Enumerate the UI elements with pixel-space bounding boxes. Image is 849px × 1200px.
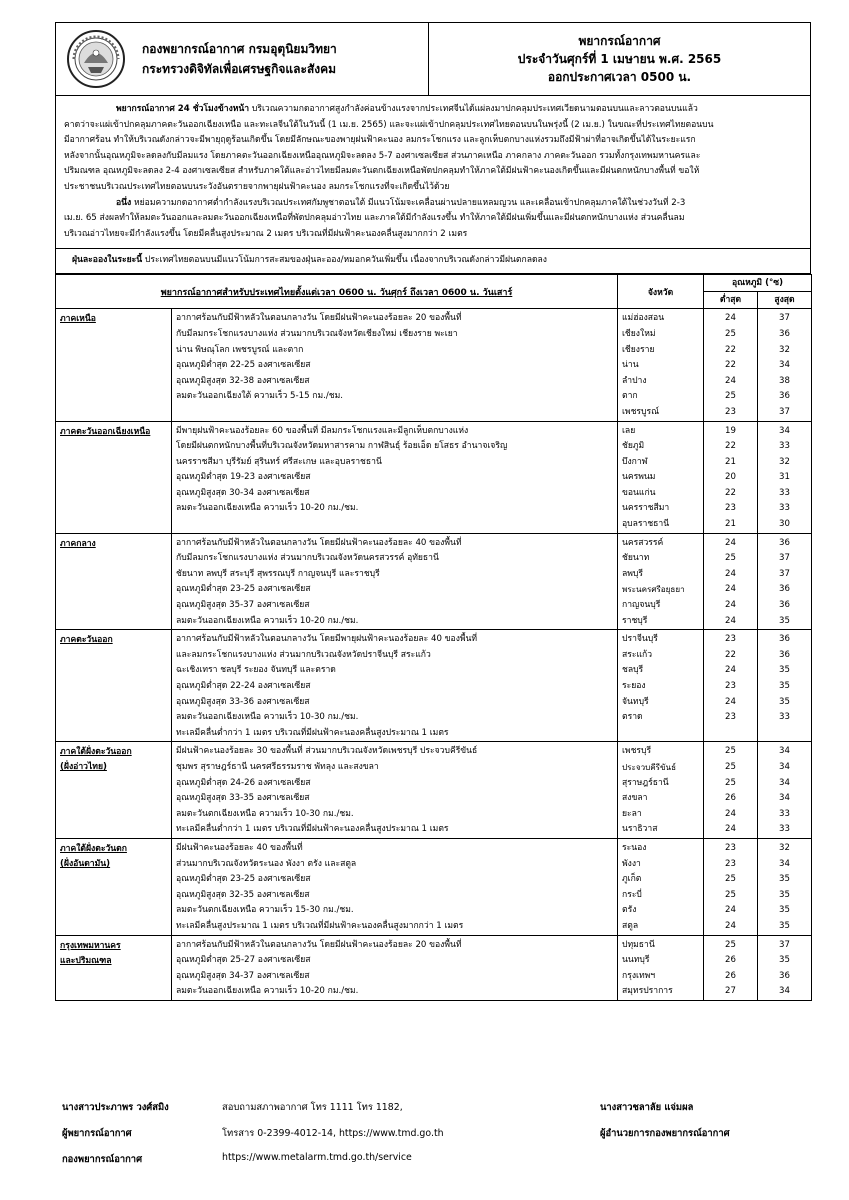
- forecast-table-title: พยากรณ์อากาศสำหรับประเทศไทยตั้งแต่เวลา 0600 น. วันศุกร์ ถึงเวลา 0600 น. วันเสาร์: [56, 275, 618, 309]
- province-list-value: ชลบุรี: [622, 665, 644, 676]
- province-list-value: เพชรบูรณ์: [622, 406, 660, 417]
- department-line-2: กระทรวงดิจิทัลเพื่อเศรษฐกิจและสังคม: [142, 62, 337, 76]
- forecast-line: อุณหภูมิสูงสุด 32-38 องศาเซลเซียส: [176, 375, 310, 386]
- max-temp-value: 33: [779, 487, 790, 498]
- min-temp-value: 25: [725, 939, 736, 950]
- region-row: [56, 838, 812, 935]
- max-temp-value: 33: [779, 712, 790, 723]
- region-name: [56, 630, 172, 742]
- region-forecast: [172, 742, 618, 839]
- max-temp-value: 34: [779, 761, 790, 772]
- max-temp-value: 34: [779, 858, 790, 869]
- min-temp-value: 24: [725, 920, 736, 931]
- region-row: [56, 630, 812, 742]
- dust-lead: ฝุ่นละอองในระยะนี้: [72, 255, 143, 266]
- province-list-value: ยะลา: [622, 808, 642, 819]
- header-left: [56, 23, 429, 95]
- max-temp: [758, 838, 812, 935]
- forecast-line: ฉะเชิงเทรา ชลบุรี ระยอง จันทบุรี และตราด: [176, 665, 336, 676]
- max-temp-value: 32: [779, 842, 790, 853]
- region-name-line: ภาคตะวันออก: [60, 635, 113, 646]
- province-list-value: ตราด: [622, 712, 643, 723]
- max-temp-value: 36: [779, 649, 790, 660]
- max-temp-value: 37: [779, 939, 790, 950]
- max-temp-value: 33: [779, 808, 790, 819]
- max-temp-value: 33: [779, 503, 790, 514]
- min-temp-value: 25: [725, 889, 736, 900]
- forecast-line: มีฝนฟ้าคะนองร้อยละ 30 ของพื้นที่ ส่วนมากบริเวณจังหวัดเพชรบุรี ประจวบคีรีขันธ์: [176, 746, 478, 757]
- province-list-value: ประจวบคีรีขันธ์: [622, 761, 677, 772]
- forecast-line: อุณหภูมิต่ำสุด 23-25 องศาเซลเซียส: [176, 584, 311, 595]
- max-temp-value: 35: [779, 920, 790, 931]
- max-temp-value: 36: [779, 328, 790, 339]
- min-temp-value: 24: [725, 313, 736, 324]
- region-name: [56, 309, 172, 421]
- province-list-value: เพชรบุรี: [622, 746, 652, 757]
- min-temp-value: 23: [725, 842, 736, 853]
- province-list-value: นครราชสีมา: [622, 503, 670, 514]
- max-temp-value: 35: [779, 665, 790, 676]
- forecast-line: ทะเลมีคลื่นต่ำกว่า 1 เมตร บริเวณที่มีฝนฟ้าคะนองคลื่นสูงประมาณ 1 เมตร: [176, 727, 449, 738]
- department-line-1: กองพยากรณ์อากาศ กรมอุตุนิยมวิทยา: [142, 42, 337, 56]
- max-temp-value: 30: [779, 519, 790, 530]
- province-list-value: เลย: [622, 425, 636, 436]
- forecast-line: อุณหภูมิสูงสุด 33-36 องศาเซลเซียส: [176, 696, 310, 707]
- header-right: [429, 23, 810, 95]
- max-temp-value: 33: [779, 441, 790, 452]
- note-lead: อนึ่ง: [116, 197, 132, 208]
- forecast-line: อุณหภูมิสูงสุด 35-37 องศาเซลเซียส: [176, 600, 310, 611]
- forecast-line: อากาศร้อนกับมีฟ้าหลัวในตอนกลางวัน โดยมีพายุฝนฟ้าคะนองร้อยละ 40 ของพื้นที่: [176, 634, 478, 645]
- province-list: [618, 421, 704, 533]
- province-list-value: กระบี่: [622, 889, 642, 900]
- min-temp-value: 21: [725, 456, 736, 467]
- region-name: [56, 533, 172, 630]
- max-temp-value: 31: [779, 472, 790, 483]
- province-list-value: ลำปาง: [622, 375, 647, 386]
- province-list: [618, 533, 704, 630]
- header: [55, 22, 811, 96]
- dust-section: [55, 249, 811, 274]
- min-temp-value: 24: [725, 905, 736, 916]
- forecaster-title: ผู้พยากรณ์อากาศ: [62, 1128, 132, 1139]
- forecast-line: ส่วนมากบริเวณจังหวัดระนอง พังงา ตรัง และสตูล: [176, 858, 357, 869]
- province-list: [618, 742, 704, 839]
- note-paragraph: [64, 196, 802, 212]
- max-temp: [758, 742, 812, 839]
- province-list-value: ตรัง: [622, 905, 637, 916]
- province-list-value: สงขลา: [622, 793, 648, 804]
- intro-line: ประชาชนบริเวณประเทศไทยตอนบนระวังอันตรายจากพายุฝนฟ้าคะนอง ลมกระโชกแรงที่จะเกิดขึ้นไว้ด้วย: [64, 181, 450, 192]
- min-temp-value: 24: [725, 824, 736, 835]
- forecast-line: อุณหภูมิต่ำสุด 23-25 องศาเซลเซียส: [176, 874, 311, 885]
- region-forecast: [172, 838, 618, 935]
- region-forecast: [172, 630, 618, 742]
- forecast-document: [55, 22, 811, 1001]
- max-temp-value: 36: [779, 970, 790, 981]
- max-temp-value: 37: [779, 406, 790, 417]
- province-list-value: ระนอง: [622, 842, 647, 853]
- temperature-header: อุณหภูมิ (°ซ): [704, 275, 812, 292]
- forecast-line: อากาศร้อนกับมีฟ้าหลัวในตอนกลางวัน โดยมีฝนฟ้าคะนองร้อยละ 20 ของพื้นที่: [176, 313, 462, 324]
- region-forecast: [172, 935, 618, 1000]
- forecast-line: อุณหภูมิสูงสุด 33-35 องศาเซลเซียส: [176, 793, 310, 804]
- contact-service-link[interactable]: https://www.metalarm.tmd.go.th/service: [222, 1152, 412, 1163]
- province-list-value: เชียงราย: [622, 344, 655, 355]
- min-temp: [704, 533, 758, 630]
- min-temp-value: 24: [725, 568, 736, 579]
- min-temp-value: 25: [725, 777, 736, 788]
- min-temp-value: 24: [725, 808, 736, 819]
- document-title: พยากรณ์อากาศ: [578, 34, 661, 48]
- max-temp-value: 34: [779, 793, 790, 804]
- intro-line: ปริมณฑล อุณหภูมิจะลดลง 2-4 องศาเซลเซียส สำหรับภาคใต้และอ่าวไทยมีลมตะวันตกเฉียงเหนือพัดปกคลุมทำให้ภาคใต้มีฝนฟ้าคะนองเกิดขึ้นและมีฝนตกหนักบางพื้นที่ ขอให้: [64, 166, 700, 177]
- forecast-line: ลมตะวันออกเฉียงเหนือ ความเร็ว 10-20 กม./ชม.: [176, 503, 359, 514]
- max-temp-value: 34: [779, 777, 790, 788]
- min-temp-value: 26: [725, 970, 736, 981]
- forecast-line: ลมตะวันออกเฉียงเหนือ ความเร็ว 10-20 กม./ชม.: [176, 986, 359, 997]
- region-row: [56, 309, 812, 421]
- min-temp: [704, 935, 758, 1000]
- min-temp-value: 22: [725, 441, 736, 452]
- max-temp-value: 35: [779, 905, 790, 916]
- province-list-value: ราชบุรี: [622, 615, 648, 626]
- province-list-value: กาญจนบุรี: [622, 600, 661, 611]
- director-name: นางสาวชลาลัย แจ่มผล: [600, 1102, 694, 1113]
- min-temp-value: 24: [725, 537, 736, 548]
- min-temp-value: 21: [725, 519, 736, 530]
- province-list-value: ตาก: [622, 391, 638, 402]
- province-list-value: นครสวรรค์: [622, 537, 664, 548]
- region-name-line: ภาคตะวันออกเฉียงเหนือ: [60, 426, 151, 437]
- min-temp-value: 25: [725, 328, 736, 339]
- intro-line: บริเวณความกดอากาศสูงกำลังค่อนข้างแรงจากประเทศจีนได้แผ่ลงมาปกคลุมประเทศเวียดนามตอนบนและลาวตอนบนแล้ว: [251, 104, 698, 114]
- min-temp-value: 23: [725, 503, 736, 514]
- intro-line: คาดว่าจะแผ่เข้าปกคลุมภาคตะวันออกเฉียงเหนือ และทะเลจีนใต้ในวันนี้ (1 เม.ย. 2565) และจะแผ่เข้าปกคลุมประเทศไทยตอนบนในพรุ่งนี้ (2 เม.ย.) ในขณะที่ประเทศไทยตอนบน: [64, 119, 714, 130]
- region-name-line: กรุงเทพมหานคร: [60, 940, 121, 951]
- max-temp-value: 35: [779, 696, 790, 707]
- region-forecast: [172, 421, 618, 533]
- province-list: [618, 630, 704, 742]
- min-temp-value: 25: [725, 553, 736, 564]
- min-temp-value: 20: [725, 472, 736, 483]
- min-temp-value: 23: [725, 858, 736, 869]
- max-temp-value: 36: [779, 391, 790, 402]
- note-line: บริเวณอ่าวไทยจะมีกำลังแรงขึ้น โดยมีคลื่นสูงประมาณ 2 เมตร บริเวณที่มีฝนฟ้าคะนองคลื่นสูงมากกว่า 2 เมตร: [64, 228, 468, 239]
- forecast-line: ลมตะวันตกเฉียงเหนือ ความเร็ว 10-30 กม./ชม.: [176, 808, 354, 819]
- province-list-value: ลพบุรี: [622, 568, 644, 579]
- province-list-value: อุบลราชธานี: [622, 519, 670, 530]
- forecast-line: อากาศร้อนกับมีฟ้าหลัวในตอนกลางวัน โดยมีฝนฟ้าคะนองร้อยละ 40 ของพื้นที่: [176, 537, 462, 548]
- min-temp-value: 23: [725, 634, 736, 645]
- intro-section: [55, 96, 811, 249]
- min-temp-value: 24: [725, 665, 736, 676]
- forecast-line: และลมกระโชกแรงบางแห่ง ส่วนมากบริเวณจังหวัดปราจีนบุรี สระแก้ว: [176, 649, 431, 660]
- max-temp-value: 36: [779, 584, 790, 595]
- max-temp-value: 37: [779, 568, 790, 579]
- province-list: [618, 935, 704, 1000]
- min-temp-value: 24: [725, 600, 736, 611]
- province-list-value: น่าน: [622, 360, 639, 371]
- min-temp-header: ต่ำสุด: [704, 292, 758, 309]
- min-temp-value: 24: [725, 696, 736, 707]
- note-line: เม.ย. 65 ส่งผลทำให้ลมตะวันออกและลมตะวันออกเฉียงเหนือที่พัดปกคลุมอ่าวไทย และภาคใต้มีกำลังแรงขึ้น ทำให้ภาคใต้มีฝนเพิ่มขึ้นและมีฝนตกหนักบางแห่ง ส่วนคลื่นลม: [64, 213, 685, 224]
- forecaster-division: กองพยากรณ์อากาศ: [62, 1154, 143, 1165]
- min-temp-value: 23: [725, 406, 736, 417]
- min-temp-value: 22: [725, 487, 736, 498]
- province-list-value: สระแก้ว: [622, 649, 653, 660]
- forecast-table: [55, 274, 812, 1001]
- document-date: ประจำวันศุกร์ที่ 1 เมษายน พ.ศ. 2565: [517, 52, 722, 66]
- max-temp-value: 34: [779, 360, 790, 371]
- max-temp-value: 38: [779, 375, 790, 386]
- province-list-value: ชัยภูมิ: [622, 441, 645, 452]
- min-temp-value: 24: [725, 615, 736, 626]
- forecast-line: อุณหภูมิสูงสุด 30-34 องศาเซลเซียส: [176, 487, 310, 498]
- max-temp: [758, 935, 812, 1000]
- max-temp-value: 35: [779, 615, 790, 626]
- intro-paragraph: [64, 102, 802, 118]
- min-temp-value: 27: [725, 986, 736, 997]
- province-header: จังหวัด: [618, 275, 704, 309]
- forecast-line: อุณหภูมิต่ำสุด 19-23 องศาเซลเซียส: [176, 472, 311, 483]
- max-temp: [758, 630, 812, 742]
- min-temp-value: 26: [725, 793, 736, 804]
- forecast-line: กับมีลมกระโชกแรงบางแห่ง ส่วนมากบริเวณจังหวัดเชียงใหม่ เชียงราย พะเยา: [176, 328, 458, 339]
- min-temp-value: 22: [725, 649, 736, 660]
- region-name: [56, 742, 172, 839]
- region-name: [56, 838, 172, 935]
- region-name-line: (ฝั่งอ่าวไทย): [60, 762, 107, 773]
- province-list: [618, 309, 704, 421]
- province-list-value: พระนครศรีอยุธยา: [622, 584, 685, 595]
- director-title: ผู้อำนวยการกองพยากรณ์อากาศ: [600, 1128, 730, 1139]
- min-temp-value: 22: [725, 344, 736, 355]
- max-temp-value: 32: [779, 456, 790, 467]
- region-name-line: ภาคเหนือ: [60, 314, 96, 325]
- max-temp-value: 35: [779, 955, 790, 966]
- max-temp-value: 34: [779, 986, 790, 997]
- forecast-table-body: [56, 309, 812, 1001]
- province-list-value: พังงา: [622, 858, 641, 869]
- tmd-seal-icon: [66, 29, 126, 89]
- forecast-line: ทะเลมีคลื่นสูงประมาณ 1 เมตร บริเวณที่มีฝนฟ้าคะนองคลื่นสูงมากกว่า 1 เมตร: [176, 920, 464, 931]
- max-temp-value: 36: [779, 537, 790, 548]
- min-temp-value: 19: [725, 425, 736, 436]
- province-list: [618, 838, 704, 935]
- region-name-line: และปริมณฑล: [60, 955, 112, 966]
- forecast-line: โดยมีฝนตกหนักบางพื้นที่บริเวณจังหวัดมหาสารคาม กาฬสินธุ์ ร้อยเอ็ด ยโสธร อำนาจเจริญ: [176, 441, 508, 452]
- max-temp-value: 36: [779, 600, 790, 611]
- min-temp-value: 26: [725, 955, 736, 966]
- forecast-line: ทะเลมีคลื่นต่ำกว่า 1 เมตร บริเวณที่มีฝนฟ้าคะนองคลื่นสูงประมาณ 1 เมตร: [176, 824, 449, 835]
- forecast-line: น่าน พิษณุโลก เพชรบูรณ์ และตาก: [176, 344, 304, 355]
- region-name-line: ภาคใต้ฝั่งตะวันออก: [60, 747, 132, 758]
- province-list-value: ชัยนาท: [622, 553, 650, 564]
- min-temp-value: 23: [725, 712, 736, 723]
- max-temp-value: 32: [779, 344, 790, 355]
- min-temp-value: 22: [725, 360, 736, 371]
- max-temp-value: 34: [779, 425, 790, 436]
- min-temp: [704, 742, 758, 839]
- province-list-value: นนทบุรี: [622, 955, 650, 966]
- province-list-value: บึงกาฬ: [622, 456, 648, 467]
- region-row: [56, 421, 812, 533]
- province-list-value: เชียงใหม่: [622, 328, 656, 339]
- max-temp-value: 37: [779, 313, 790, 324]
- forecast-line: ลมตะวันออกเฉียงเหนือ ความเร็ว 10-20 กม./ชม.: [176, 615, 359, 626]
- contact-fax-website: โทรสาร 0-2399-4012-14, https://www.tmd.go.th: [222, 1128, 444, 1139]
- max-temp-header: สูงสุด: [758, 292, 812, 309]
- region-row: [56, 742, 812, 839]
- max-temp-value: 37: [779, 553, 790, 564]
- region-forecast: [172, 309, 618, 421]
- max-temp-value: 36: [779, 634, 790, 645]
- forecast-line: ชัยนาท ลพบุรี สระบุรี สุพรรณบุรี กาญจนบุรี และราชบุรี: [176, 568, 380, 579]
- min-temp: [704, 421, 758, 533]
- min-temp-value: 25: [725, 746, 736, 757]
- forecast-line: อุณหภูมิต่ำสุด 25-27 องศาเซลเซียส: [176, 955, 311, 966]
- min-temp-value: 24: [725, 584, 736, 595]
- min-temp-value: 24: [725, 375, 736, 386]
- region-row: [56, 533, 812, 630]
- intro-line: มีอากาศร้อน ทำให้บริเวณดังกล่าวจะมีพายุฤดูร้อนเกิดขึ้น โดยมีลักษณะของพายุฝนฟ้าคะนอง ลมกระโชกแรง และลูกเห็บตกบางแห่งรวมถึงมีฟ้าผ่าที่อาจเกิดขึ้นได้ในระยะแรก: [64, 135, 696, 146]
- forecast-line: กับมีลมกระโชกแรงบางแห่ง ส่วนมากบริเวณจังหวัดนครสวรรค์ อุทัยธานี: [176, 553, 439, 564]
- dust-paragraph: [64, 252, 802, 268]
- forecast-line: อุณหภูมิต่ำสุด 22-25 องศาเซลเซียส: [176, 360, 311, 371]
- forecast-line: มีพายุฝนฟ้าคะนองร้อยละ 60 ของพื้นที่ มีลมกระโชกแรงและมีลูกเห็บตกบางแห่ง: [176, 425, 469, 436]
- forecast-line: ชุมพร สุราษฎร์ธานี นครศรีธรรมราช พัทลุง และสงขลา: [176, 761, 379, 772]
- min-temp: [704, 309, 758, 421]
- forecast-line: ลมตะวันออกเฉียงเหนือ ความเร็ว 10-30 กม./ชม.: [176, 712, 359, 723]
- max-temp: [758, 533, 812, 630]
- forecast-line: นครราชสีมา บุรีรัมย์ สุรินทร์ ศรีสะเกษ และอุบลราชธานี: [176, 456, 382, 467]
- province-list-value: ระยอง: [622, 681, 646, 691]
- province-list-value: แม่ฮ่องสอน: [622, 313, 665, 324]
- region-name-line: ภาคใต้ฝั่งตะวันตก: [60, 843, 127, 854]
- min-temp: [704, 838, 758, 935]
- max-temp: [758, 309, 812, 421]
- region-row: [56, 935, 812, 1000]
- min-temp: [704, 630, 758, 742]
- province-list-value: จันทบุรี: [622, 696, 649, 707]
- province-list-value: ปทุมธานี: [622, 939, 655, 950]
- province-list-value: นราธิวาส: [622, 824, 658, 835]
- forecast-line: ลมตะวันออกเฉียงใต้ ความเร็ว 5-15 กม./ชม.: [176, 391, 344, 402]
- note-line: หย่อมความกดอากาศต่ำกำลังแรงบริเวณประเทศกัมพูชาตอนใต้ มีแนวโน้มจะเคลื่อนผ่านปลายแหลมญวน และเคลื่อนเข้าปกคลุมภาคใต้ในช่วงวันที่ 2-3: [133, 197, 686, 208]
- forecast-line: อุณหภูมิต่ำสุด 22-24 องศาเซลเซียส: [176, 681, 311, 691]
- province-list-value: กรุงเทพฯ: [622, 970, 656, 981]
- min-temp-value: 23: [725, 681, 736, 691]
- intro-lead: พยากรณ์อากาศ 24 ชั่วโมงข้างหน้า: [116, 104, 250, 114]
- intro-line: หลังจากนั้นอุณหภูมิจะลดลงกับมีลมแรง โดยภาคตะวันออกเฉียงเหนืออุณหภูมิจะลดลง 5-7 องศาเซลเซียส ส่วนภาคเหนือ ภาคกลาง ภาคตะวันออก รวมทั้งกรุงเทพมหานครและ: [64, 150, 701, 161]
- min-temp-value: 25: [725, 874, 736, 885]
- province-list-value: สมุทรปราการ: [622, 986, 673, 997]
- min-temp-value: 25: [725, 391, 736, 402]
- max-temp-value: 35: [779, 681, 790, 691]
- forecast-line: อุณหภูมิสูงสุด 34-37 องศาเซลเซียส: [176, 970, 310, 981]
- department-name: [142, 39, 337, 79]
- max-temp-value: 33: [779, 824, 790, 835]
- province-list-value: ภูเก็ต: [622, 874, 642, 885]
- region-name-line: ภาคกลาง: [60, 538, 96, 549]
- forecast-line: มีฝนฟ้าคะนองร้อยละ 40 ของพื้นที่: [176, 842, 303, 853]
- province-list-value: สุราษฎร์ธานี: [622, 777, 669, 788]
- issue-time: ออกประกาศเวลา 0500 น.: [547, 70, 692, 84]
- region-name-line: (ฝั่งอันดามัน): [60, 858, 111, 869]
- dust-text: ประเทศไทยตอนบนมีแนวโน้มการสะสมของฝุ่นละออง/หมอกควันเพิ่มขึ้น เนื่องจากบริเวณดังกล่าวมีฝนตกลดลง: [144, 255, 547, 266]
- max-temp-value: 35: [779, 889, 790, 900]
- region-name: [56, 935, 172, 1000]
- forecast-line: ลมตะวันตกเฉียงเหนือ ความเร็ว 15-30 กม./ชม.: [176, 905, 354, 916]
- forecast-line: อากาศร้อนกับมีฟ้าหลัวในตอนกลางวัน โดยมีฝนฟ้าคะนองร้อยละ 20 ของพื้นที่: [176, 939, 462, 950]
- region-forecast: [172, 533, 618, 630]
- region-name: [56, 421, 172, 533]
- province-list-value: ขอนแก่น: [622, 487, 656, 498]
- max-temp-value: 34: [779, 746, 790, 757]
- forecast-line: อุณหภูมิสูงสุด 32-35 องศาเซลเซียส: [176, 889, 310, 900]
- province-list-value: นครพนม: [622, 472, 656, 483]
- forecast-line: อุณหภูมิต่ำสุด 24-26 องศาเซลเซียส: [176, 777, 311, 788]
- province-list-value: ปราจีนบุรี: [622, 634, 658, 645]
- max-temp: [758, 421, 812, 533]
- min-temp-value: 25: [725, 761, 736, 772]
- max-temp-value: 35: [779, 874, 790, 885]
- contact-phone: สอบถามสภาพอากาศ โทร 1111 โทร 1182,: [222, 1102, 403, 1113]
- province-list-value: สตูล: [622, 920, 639, 931]
- forecaster-name: นางสาวประภาพร วงศ์สมิง: [62, 1102, 169, 1113]
